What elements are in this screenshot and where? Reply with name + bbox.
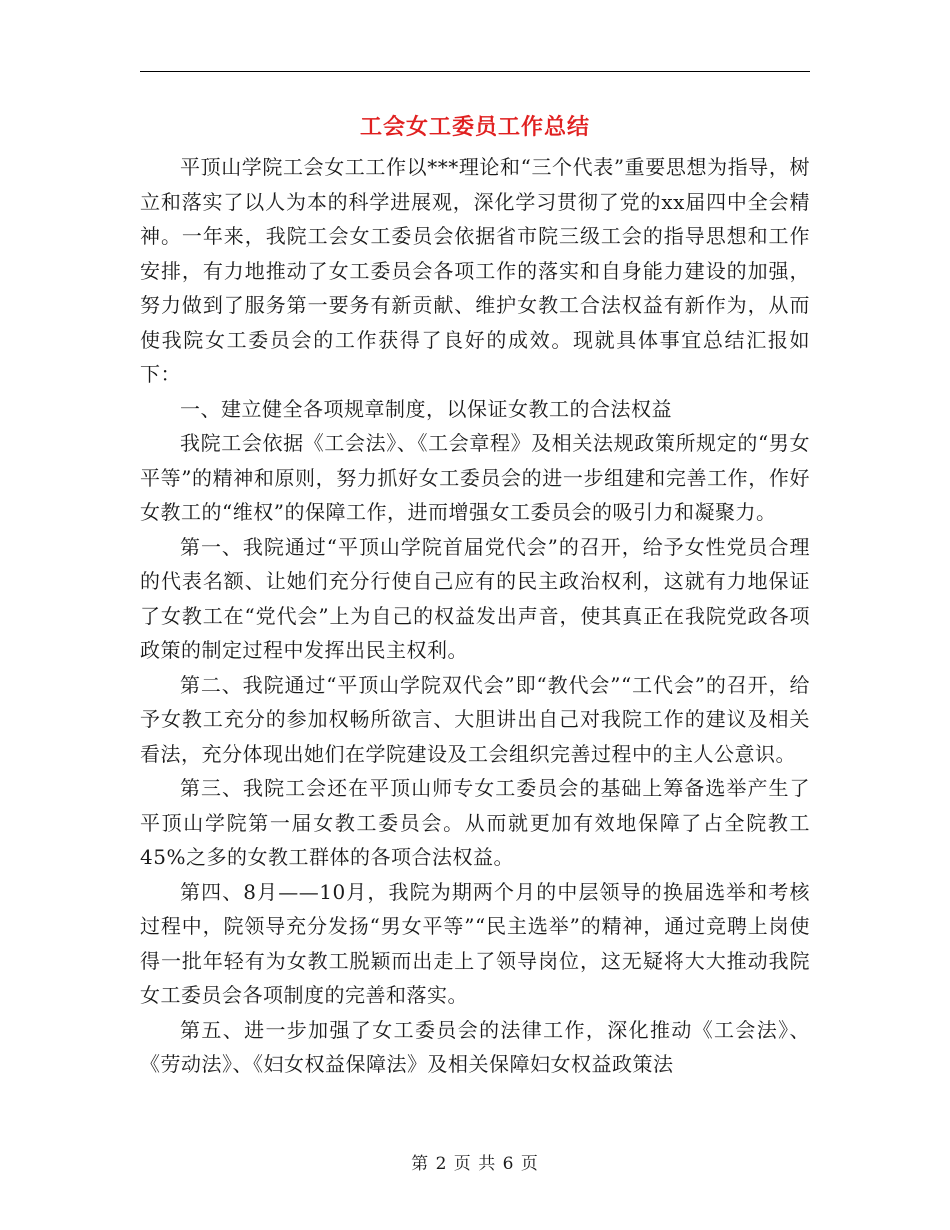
- paragraph-item-4: 第四、8月——10月，我院为期两个月的中层领导的换届选举和考核过程中，院领导充分发扬“男女平等”“民主选举”的精神，通过竞聘上岗使得一批年轻有为女教工脱颖而出走上了领导岗位，这无疑将大大推动我院女工委员会各项制度的完善和落实。: [140, 879, 810, 1007]
- document-title: 工会女工委员工作总结: [359, 114, 590, 140]
- header-rule: [140, 71, 810, 72]
- paragraph-intro: 平顶山学院工会女工工作以***理论和“三个代表”重要思想为指导，树立和落实了以人为本的科学进展观，深化学习贯彻了党的xx届四中全会精神。一年来，我院工会女工委员会依据省市院三级工会的指导思想和工作安排，有力地推动了女工委员会各项工作的落实和自身能力建设的加强，努力做到了服务第一要务有新贡献、维护女教工合法权益有新作为，从而使我院女工委员会的工作获得了良好的成效。现就具体事宜总结汇报如下：: [140, 155, 810, 386]
- paragraph-section-1-intro: 我院工会依据《工会法》、《工会章程》及相关法规政策所规定的“男女平等”的精神和原则，努力抓好女工委员会的进一步组建和完善工作，作好女教工的“维权”的保障工作，进而增强女工委员会的吸引力和凝聚力。: [140, 431, 810, 524]
- paragraph-item-1: 第一、我院通过“平顶山学院首届党代会”的召开，给予女性党员合理的代表名额、让她们充分行使自己应有的民主政治权利，这就有力地保证了女教工在“党代会”上为自己的权益发出声音，使其真正在我院党政各项政策的制定过程中发挥出民主权利。: [140, 534, 810, 662]
- paragraph-item-5: 第五、进一步加强了女工委员会的法律工作，深化推动《工会法》、《劳动法》、《妇女权益保障法》及相关保障妇女权益政策法: [140, 1017, 810, 1076]
- section-heading-1: 一、建立健全各项规章制度，以保证女教工的合法权益: [180, 396, 672, 421]
- page-number-footer: 第 2 页 共 6 页: [411, 1154, 539, 1174]
- document-body: [140, 150, 810, 1082]
- paragraph-item-3: 第三、我院工会还在平顶山师专女工委员会的基础上筹备选举产生了平顶山学院第一届女教工委员会。从而就更加有效地保障了占全院教工45%之多的女教工群体的各项合法权益。: [140, 776, 810, 869]
- paragraph-item-2: 第二、我院通过“平顶山学院双代会”即“教代会”“工代会”的召开，给予女教工充分的参加权畅所欲言、大胆讲出自己对我院工作的建议及相关看法，充分体现出她们在学院建设及工会组织完善过程中的主人公意识。: [140, 672, 810, 766]
